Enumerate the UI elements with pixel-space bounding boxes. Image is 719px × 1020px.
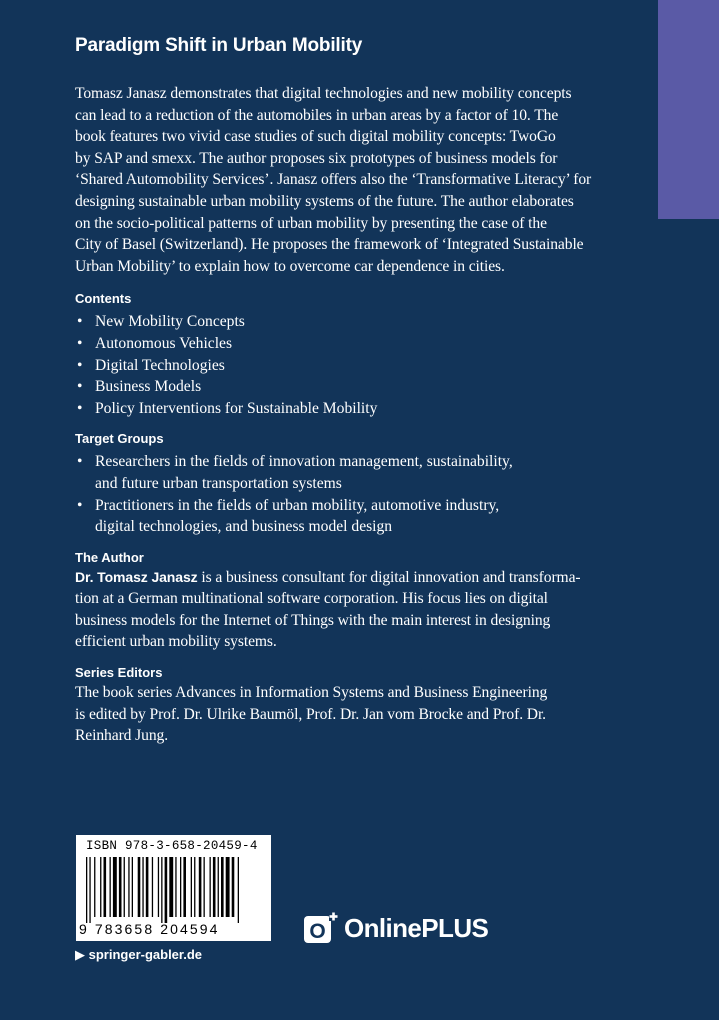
barcode-bar	[110, 857, 111, 917]
ean-right-group: 204594	[160, 921, 220, 937]
list-item	[75, 495, 615, 538]
target-groups-list	[75, 451, 615, 537]
barcode-bar	[204, 857, 205, 917]
barcode-bar	[213, 857, 216, 917]
barcode-bar	[194, 857, 195, 917]
author-line: is a business consultant for digital innovation and transforma-	[197, 568, 581, 586]
ean-left-group: 783658	[94, 921, 155, 937]
list-item-line: and future urban transportation systems	[95, 474, 342, 492]
list-item: • Autonomous Vehicles	[75, 333, 615, 355]
barcode-bar	[132, 857, 133, 917]
barcode-bar	[128, 857, 129, 917]
intro-line: ‘Shared Automobility Services’. Janasz offers also the ‘Transformative Literacy’ for	[75, 171, 592, 189]
back-cover-text	[75, 83, 615, 747]
barcode-bar	[175, 857, 176, 917]
barcode-bar	[142, 857, 143, 917]
barcode-bar	[86, 857, 87, 923]
series-line: is edited by Prof. Dr. Ulrike Baumöl, Prof. Dr. Jan vom Brocke and Prof. Dr.	[75, 705, 546, 723]
isbn-number: ISBN 978-3-658-20459-4	[86, 839, 258, 853]
series-editors-paragraph	[75, 682, 615, 747]
online-plus-logo	[304, 911, 488, 945]
barcode-bar	[165, 857, 168, 923]
intro-line: on the socio-political patterns of urban mobility by presenting the case of the	[75, 214, 547, 232]
intro-line: book features two vivid case studies of such digital mobility concepts: TwoGo	[75, 128, 556, 146]
barcode-bar	[89, 857, 90, 923]
barcode-bar	[124, 857, 125, 917]
isbn-barcode	[76, 835, 271, 941]
barcode-bar	[152, 857, 153, 917]
intro-line: Tomasz Janasz demonstrates that digital technologies and new mobility concepts	[75, 85, 572, 102]
barcode-bar	[226, 857, 230, 917]
list-item-line: Practitioners in the fields of urban mobility, automotive industry,	[95, 496, 500, 514]
barcode-bar	[146, 857, 149, 917]
barcode-bar	[238, 857, 239, 923]
intro-paragraph	[75, 83, 615, 277]
page-title: Paradigm Shift in Urban Mobility	[75, 35, 363, 56]
ean-digits	[79, 921, 220, 937]
author-line: efficient urban mobility systems.	[75, 633, 277, 651]
author-name: Dr. Tomasz Janasz	[75, 568, 198, 585]
barcode-bar	[232, 857, 235, 917]
barcode-bar	[158, 857, 159, 917]
ean-first-digit: 9	[79, 921, 89, 937]
list-item: • Business Models	[75, 376, 615, 398]
online-plus-icon	[304, 912, 338, 944]
barcode-bar	[113, 857, 117, 917]
author-line: business models for the Internet of Things with the main interest in designing	[75, 611, 551, 629]
barcode-bar	[119, 857, 122, 917]
barcode-bar	[104, 857, 107, 917]
author-paragraph	[75, 567, 615, 653]
barcode-bar	[199, 857, 202, 917]
barcode-bar	[169, 857, 173, 917]
intro-line: by SAP and smexx. The author proposes six prototypes of business models for	[75, 149, 558, 167]
website-link[interactable]: ▶ springer-gabler.de	[75, 947, 203, 962]
intro-line: Urban Mobility’ to explain how to overcome car dependence in cities.	[75, 257, 505, 275]
intro-line: designing sustainable urban mobility systems of the future. The author elaborates	[75, 192, 574, 210]
target-groups-heading: Target Groups	[75, 431, 164, 447]
online-plus-badge-letter: O	[309, 920, 326, 943]
intro-line: City of Basel (Switzerland). He proposes the framework of ‘Integrated Sustainable	[75, 236, 584, 254]
barcode-bar	[138, 857, 141, 917]
barcode-bar	[183, 857, 186, 917]
barcode-bar	[100, 857, 101, 917]
contents-heading: Contents	[75, 291, 132, 307]
author-line: tion at a German multinational software corporation. His focus lies on digital	[75, 590, 548, 608]
barcode-bar	[94, 857, 95, 917]
barcode-bar	[180, 857, 181, 917]
contents-list	[75, 311, 615, 419]
author-heading: The Author	[75, 549, 144, 565]
series-line: The book series Advances in Information Systems and Business Engineering	[75, 684, 548, 702]
barcode-bars	[86, 857, 262, 923]
barcode-bar	[210, 857, 211, 917]
series-editors-heading: Series Editors	[75, 665, 163, 681]
list-item: • New Mobility Concepts	[75, 311, 615, 333]
barcode-bar	[161, 857, 162, 923]
accent-bar	[658, 0, 719, 219]
online-plus-text: OnlinePLUS	[344, 913, 489, 943]
series-line: Reinhard Jung.	[75, 727, 169, 745]
list-item	[75, 451, 615, 494]
barcode-bar	[221, 857, 224, 917]
barcode-bar	[218, 857, 219, 917]
list-item-line: digital technologies, and business model design	[95, 518, 393, 536]
barcode-bar	[191, 857, 192, 917]
list-item: • Policy Interventions for Sustainable Mobility	[75, 398, 615, 420]
list-item: • Digital Technologies	[75, 355, 615, 377]
list-item-line: Researchers in the fields of innovation management, sustainability,	[95, 453, 513, 471]
intro-line: can lead to a reduction of the automobiles in urban areas by a factor of 10. The	[75, 106, 559, 124]
